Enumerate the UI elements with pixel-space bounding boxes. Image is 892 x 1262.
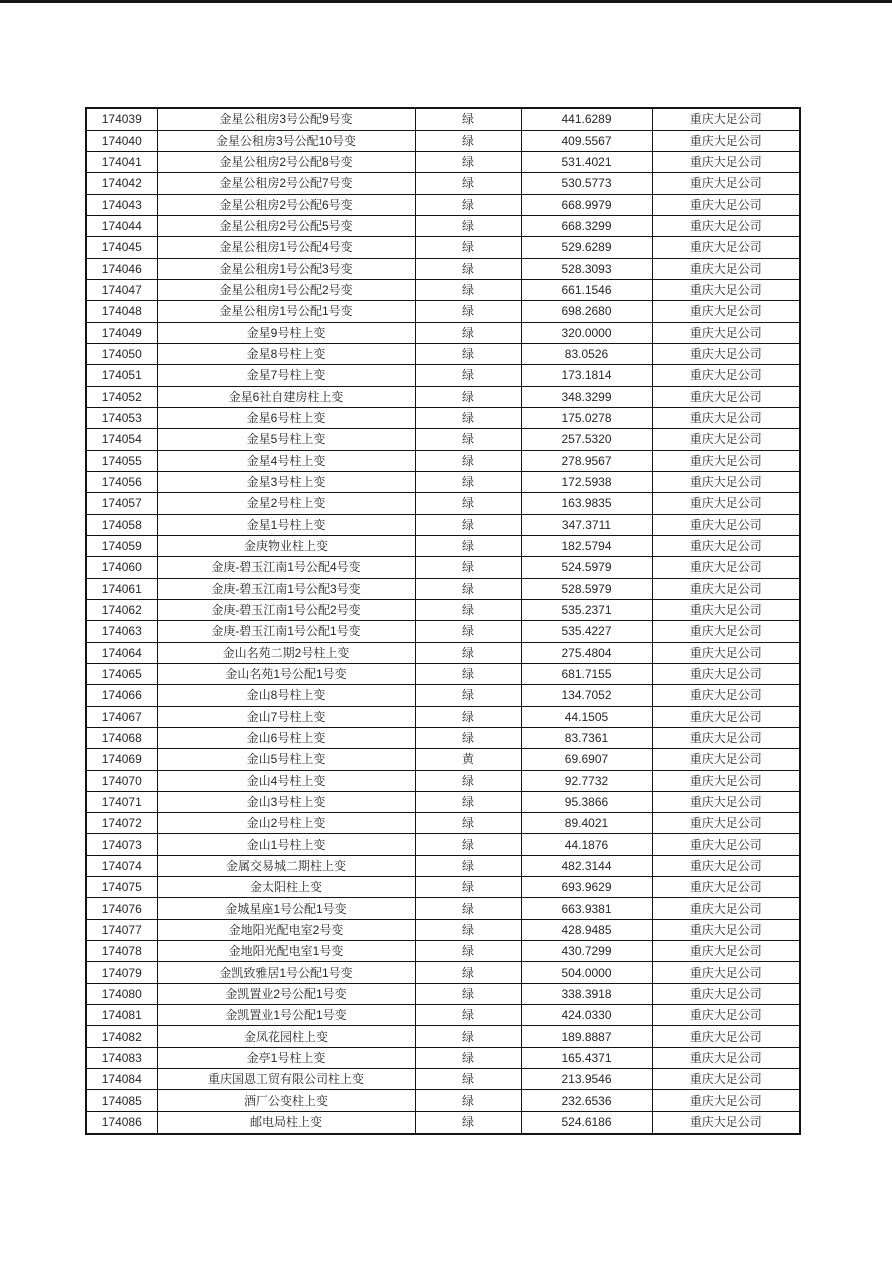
capacity-value-cell: 535.4227 xyxy=(521,621,652,642)
device-name-cell: 金星9号柱上变 xyxy=(157,322,415,343)
device-name-cell: 金星公租房2号公配6号变 xyxy=(157,194,415,215)
capacity-value-cell: 482.3144 xyxy=(521,855,652,876)
record-id-cell: 174053 xyxy=(86,407,157,428)
company-cell: 重庆大足公司 xyxy=(652,514,800,535)
table-row xyxy=(86,557,800,578)
status-color-cell: 绿 xyxy=(415,343,521,364)
table-row xyxy=(86,493,800,514)
capacity-value-cell: 338.3918 xyxy=(521,983,652,1004)
record-id-cell: 174075 xyxy=(86,877,157,898)
device-name-cell: 金星公租房1号公配1号变 xyxy=(157,301,415,322)
record-id-cell: 174077 xyxy=(86,919,157,940)
capacity-value-cell: 347.3711 xyxy=(521,514,652,535)
company-cell: 重庆大足公司 xyxy=(652,749,800,770)
table-row xyxy=(86,919,800,940)
status-color-cell: 绿 xyxy=(415,301,521,322)
table-row xyxy=(86,429,800,450)
record-id-cell: 174043 xyxy=(86,194,157,215)
status-color-cell: 绿 xyxy=(415,407,521,428)
table-row xyxy=(86,514,800,535)
company-cell: 重庆大足公司 xyxy=(652,706,800,727)
table-row xyxy=(86,407,800,428)
record-id-cell: 174086 xyxy=(86,1111,157,1134)
status-color-cell: 绿 xyxy=(415,685,521,706)
record-id-cell: 174074 xyxy=(86,855,157,876)
record-id-cell: 174047 xyxy=(86,279,157,300)
device-name-cell: 金星2号柱上变 xyxy=(157,493,415,514)
record-id-cell: 174071 xyxy=(86,791,157,812)
company-cell: 重庆大足公司 xyxy=(652,727,800,748)
table-row xyxy=(86,301,800,322)
transformer-records-table xyxy=(85,107,801,1135)
device-name-cell: 金星公租房1号公配2号变 xyxy=(157,279,415,300)
table-row xyxy=(86,1069,800,1090)
table-row xyxy=(86,642,800,663)
company-cell: 重庆大足公司 xyxy=(652,770,800,791)
table-row xyxy=(86,1026,800,1047)
status-color-cell: 绿 xyxy=(415,727,521,748)
status-color-cell: 绿 xyxy=(415,322,521,343)
table-row xyxy=(86,749,800,770)
capacity-value-cell: 424.0330 xyxy=(521,1005,652,1026)
record-id-cell: 174050 xyxy=(86,343,157,364)
capacity-value-cell: 44.1876 xyxy=(521,834,652,855)
table-row xyxy=(86,813,800,834)
capacity-value-cell: 134.7052 xyxy=(521,685,652,706)
record-id-cell: 174055 xyxy=(86,450,157,471)
record-id-cell: 174061 xyxy=(86,578,157,599)
company-cell: 重庆大足公司 xyxy=(652,663,800,684)
status-color-cell: 黄 xyxy=(415,749,521,770)
device-name-cell: 金山4号柱上变 xyxy=(157,770,415,791)
company-cell: 重庆大足公司 xyxy=(652,471,800,492)
company-cell: 重庆大足公司 xyxy=(652,1069,800,1090)
company-cell: 重庆大足公司 xyxy=(652,301,800,322)
device-name-cell: 金山3号柱上变 xyxy=(157,791,415,812)
status-color-cell: 绿 xyxy=(415,151,521,172)
capacity-value-cell: 698.2680 xyxy=(521,301,652,322)
device-name-cell: 金城星座1号公配1号变 xyxy=(157,898,415,919)
status-color-cell: 绿 xyxy=(415,1026,521,1047)
record-id-cell: 174054 xyxy=(86,429,157,450)
table-row xyxy=(86,706,800,727)
record-id-cell: 174052 xyxy=(86,386,157,407)
capacity-value-cell: 663.9381 xyxy=(521,898,652,919)
capacity-value-cell: 89.4021 xyxy=(521,813,652,834)
status-color-cell: 绿 xyxy=(415,450,521,471)
table-row xyxy=(86,727,800,748)
table-row xyxy=(86,215,800,236)
capacity-value-cell: 257.5320 xyxy=(521,429,652,450)
company-cell: 重庆大足公司 xyxy=(652,1090,800,1111)
capacity-value-cell: 668.9979 xyxy=(521,194,652,215)
record-id-cell: 174085 xyxy=(86,1090,157,1111)
record-id-cell: 174060 xyxy=(86,557,157,578)
capacity-value-cell: 83.0526 xyxy=(521,343,652,364)
table-row xyxy=(86,450,800,471)
capacity-value-cell: 528.3093 xyxy=(521,258,652,279)
table-row xyxy=(86,1111,800,1134)
device-name-cell: 金山7号柱上变 xyxy=(157,706,415,727)
record-id-cell: 174079 xyxy=(86,962,157,983)
capacity-value-cell: 232.6536 xyxy=(521,1090,652,1111)
status-color-cell: 绿 xyxy=(415,599,521,620)
capacity-value-cell: 681.7155 xyxy=(521,663,652,684)
company-cell: 重庆大足公司 xyxy=(652,685,800,706)
status-color-cell: 绿 xyxy=(415,578,521,599)
device-name-cell: 金山6号柱上变 xyxy=(157,727,415,748)
device-name-cell: 金庚-碧玉江南1号公配4号变 xyxy=(157,557,415,578)
record-id-cell: 174063 xyxy=(86,621,157,642)
device-name-cell: 金山5号柱上变 xyxy=(157,749,415,770)
device-name-cell: 金山名苑二期2号柱上变 xyxy=(157,642,415,663)
table-row xyxy=(86,471,800,492)
table-row xyxy=(86,535,800,556)
capacity-value-cell: 175.0278 xyxy=(521,407,652,428)
capacity-value-cell: 92.7732 xyxy=(521,770,652,791)
record-id-cell: 174056 xyxy=(86,471,157,492)
record-id-cell: 174072 xyxy=(86,813,157,834)
status-color-cell: 绿 xyxy=(415,1047,521,1068)
status-color-cell: 绿 xyxy=(415,770,521,791)
company-cell: 重庆大足公司 xyxy=(652,642,800,663)
device-name-cell: 金庚物业柱上变 xyxy=(157,535,415,556)
device-name-cell: 金星公租房3号公配10号变 xyxy=(157,130,415,151)
table-row xyxy=(86,151,800,172)
company-cell: 重庆大足公司 xyxy=(652,983,800,1004)
company-cell: 重庆大足公司 xyxy=(652,1111,800,1134)
record-id-cell: 174073 xyxy=(86,834,157,855)
company-cell: 重庆大足公司 xyxy=(652,1047,800,1068)
status-color-cell: 绿 xyxy=(415,855,521,876)
capacity-value-cell: 441.6289 xyxy=(521,108,652,130)
status-color-cell: 绿 xyxy=(415,493,521,514)
status-color-cell: 绿 xyxy=(415,279,521,300)
device-name-cell: 金星4号柱上变 xyxy=(157,450,415,471)
status-color-cell: 绿 xyxy=(415,386,521,407)
record-id-cell: 174062 xyxy=(86,599,157,620)
device-name-cell: 金庚-碧玉江南1号公配3号变 xyxy=(157,578,415,599)
company-cell: 重庆大足公司 xyxy=(652,173,800,194)
company-cell: 重庆大足公司 xyxy=(652,386,800,407)
company-cell: 重庆大足公司 xyxy=(652,1005,800,1026)
device-name-cell: 金星7号柱上变 xyxy=(157,365,415,386)
device-name-cell: 金属交易城二期柱上变 xyxy=(157,855,415,876)
company-cell: 重庆大足公司 xyxy=(652,258,800,279)
status-color-cell: 绿 xyxy=(415,258,521,279)
status-color-cell: 绿 xyxy=(415,898,521,919)
table-row xyxy=(86,663,800,684)
status-color-cell: 绿 xyxy=(415,557,521,578)
capacity-value-cell: 95.3866 xyxy=(521,791,652,812)
record-id-cell: 174039 xyxy=(86,108,157,130)
company-cell: 重庆大足公司 xyxy=(652,450,800,471)
capacity-value-cell: 163.9835 xyxy=(521,493,652,514)
capacity-value-cell: 189.8887 xyxy=(521,1026,652,1047)
record-id-cell: 174070 xyxy=(86,770,157,791)
record-id-cell: 174057 xyxy=(86,493,157,514)
table-row xyxy=(86,237,800,258)
capacity-value-cell: 44.1505 xyxy=(521,706,652,727)
status-color-cell: 绿 xyxy=(415,429,521,450)
status-color-cell: 绿 xyxy=(415,535,521,556)
device-name-cell: 金星公租房2号公配5号变 xyxy=(157,215,415,236)
capacity-value-cell: 409.5567 xyxy=(521,130,652,151)
record-id-cell: 174059 xyxy=(86,535,157,556)
table-row xyxy=(86,194,800,215)
company-cell: 重庆大足公司 xyxy=(652,599,800,620)
device-name-cell: 金山8号柱上变 xyxy=(157,685,415,706)
capacity-value-cell: 531.4021 xyxy=(521,151,652,172)
capacity-value-cell: 661.1546 xyxy=(521,279,652,300)
device-name-cell: 金星6号柱上变 xyxy=(157,407,415,428)
status-color-cell: 绿 xyxy=(415,215,521,236)
capacity-value-cell: 504.0000 xyxy=(521,962,652,983)
record-id-cell: 174067 xyxy=(86,706,157,727)
status-color-cell: 绿 xyxy=(415,621,521,642)
table-row xyxy=(86,621,800,642)
company-cell: 重庆大足公司 xyxy=(652,898,800,919)
company-cell: 重庆大足公司 xyxy=(652,791,800,812)
company-cell: 重庆大足公司 xyxy=(652,429,800,450)
table-row xyxy=(86,599,800,620)
company-cell: 重庆大足公司 xyxy=(652,493,800,514)
status-color-cell: 绿 xyxy=(415,834,521,855)
record-id-cell: 174066 xyxy=(86,685,157,706)
table-row xyxy=(86,343,800,364)
record-id-cell: 174046 xyxy=(86,258,157,279)
table-row xyxy=(86,578,800,599)
capacity-value-cell: 524.5979 xyxy=(521,557,652,578)
record-id-cell: 174065 xyxy=(86,663,157,684)
device-name-cell: 金凯置业2号公配1号变 xyxy=(157,983,415,1004)
table-row xyxy=(86,258,800,279)
company-cell: 重庆大足公司 xyxy=(652,855,800,876)
company-cell: 重庆大足公司 xyxy=(652,194,800,215)
capacity-value-cell: 348.3299 xyxy=(521,386,652,407)
status-color-cell: 绿 xyxy=(415,194,521,215)
status-color-cell: 绿 xyxy=(415,919,521,940)
record-id-cell: 174080 xyxy=(86,983,157,1004)
record-id-cell: 174058 xyxy=(86,514,157,535)
record-id-cell: 174040 xyxy=(86,130,157,151)
company-cell: 重庆大足公司 xyxy=(652,237,800,258)
record-id-cell: 174048 xyxy=(86,301,157,322)
company-cell: 重庆大足公司 xyxy=(652,834,800,855)
record-id-cell: 174064 xyxy=(86,642,157,663)
record-id-cell: 174076 xyxy=(86,898,157,919)
status-color-cell: 绿 xyxy=(415,1111,521,1134)
device-name-cell: 邮电局柱上变 xyxy=(157,1111,415,1134)
capacity-value-cell: 528.5979 xyxy=(521,578,652,599)
device-name-cell: 金地阳光配电室1号变 xyxy=(157,941,415,962)
table-row xyxy=(86,685,800,706)
company-cell: 重庆大足公司 xyxy=(652,962,800,983)
table-row xyxy=(86,1047,800,1068)
capacity-value-cell: 320.0000 xyxy=(521,322,652,343)
company-cell: 重庆大足公司 xyxy=(652,215,800,236)
capacity-value-cell: 275.4804 xyxy=(521,642,652,663)
company-cell: 重庆大足公司 xyxy=(652,813,800,834)
table-row xyxy=(86,855,800,876)
table-row xyxy=(86,791,800,812)
record-id-cell: 174084 xyxy=(86,1069,157,1090)
company-cell: 重庆大足公司 xyxy=(652,535,800,556)
record-id-cell: 174051 xyxy=(86,365,157,386)
company-cell: 重庆大足公司 xyxy=(652,108,800,130)
capacity-value-cell: 69.6907 xyxy=(521,749,652,770)
status-color-cell: 绿 xyxy=(415,471,521,492)
device-name-cell: 金山2号柱上变 xyxy=(157,813,415,834)
company-cell: 重庆大足公司 xyxy=(652,941,800,962)
device-name-cell: 金星公租房3号公配9号变 xyxy=(157,108,415,130)
table-row xyxy=(86,962,800,983)
device-name-cell: 金星公租房2号公配7号变 xyxy=(157,173,415,194)
capacity-value-cell: 428.9485 xyxy=(521,919,652,940)
table-row xyxy=(86,877,800,898)
table-row xyxy=(86,322,800,343)
table-row xyxy=(86,1005,800,1026)
company-cell: 重庆大足公司 xyxy=(652,343,800,364)
device-name-cell: 金星公租房1号公配3号变 xyxy=(157,258,415,279)
capacity-value-cell: 165.4371 xyxy=(521,1047,652,1068)
status-color-cell: 绿 xyxy=(415,514,521,535)
company-cell: 重庆大足公司 xyxy=(652,407,800,428)
status-color-cell: 绿 xyxy=(415,130,521,151)
record-id-cell: 174041 xyxy=(86,151,157,172)
table-row xyxy=(86,365,800,386)
device-name-cell: 金星3号柱上变 xyxy=(157,471,415,492)
company-cell: 重庆大足公司 xyxy=(652,151,800,172)
status-color-cell: 绿 xyxy=(415,1005,521,1026)
device-name-cell: 金凤花园柱上变 xyxy=(157,1026,415,1047)
status-color-cell: 绿 xyxy=(415,663,521,684)
status-color-cell: 绿 xyxy=(415,962,521,983)
record-id-cell: 174081 xyxy=(86,1005,157,1026)
status-color-cell: 绿 xyxy=(415,1069,521,1090)
company-cell: 重庆大足公司 xyxy=(652,365,800,386)
table-row xyxy=(86,279,800,300)
capacity-value-cell: 83.7361 xyxy=(521,727,652,748)
status-color-cell: 绿 xyxy=(415,941,521,962)
capacity-value-cell: 173.1814 xyxy=(521,365,652,386)
device-name-cell: 金地阳光配电室2号变 xyxy=(157,919,415,940)
capacity-value-cell: 524.6186 xyxy=(521,1111,652,1134)
capacity-value-cell: 278.9567 xyxy=(521,450,652,471)
capacity-value-cell: 182.5794 xyxy=(521,535,652,556)
capacity-value-cell: 693.9629 xyxy=(521,877,652,898)
status-color-cell: 绿 xyxy=(415,813,521,834)
capacity-value-cell: 172.5938 xyxy=(521,471,652,492)
table-row xyxy=(86,770,800,791)
page-top-edge-bar xyxy=(0,0,892,3)
status-color-cell: 绿 xyxy=(415,877,521,898)
record-id-cell: 174042 xyxy=(86,173,157,194)
status-color-cell: 绿 xyxy=(415,1090,521,1111)
device-name-cell: 金凯置业1号公配1号变 xyxy=(157,1005,415,1026)
company-cell: 重庆大足公司 xyxy=(652,877,800,898)
company-cell: 重庆大足公司 xyxy=(652,578,800,599)
device-name-cell: 金亭1号柱上变 xyxy=(157,1047,415,1068)
table-row xyxy=(86,983,800,1004)
device-name-cell: 酒厂公变柱上变 xyxy=(157,1090,415,1111)
status-color-cell: 绿 xyxy=(415,642,521,663)
capacity-value-cell: 213.9546 xyxy=(521,1069,652,1090)
device-name-cell: 金山名苑1号公配1号变 xyxy=(157,663,415,684)
table-row xyxy=(86,173,800,194)
device-name-cell: 金星公租房1号公配4号变 xyxy=(157,237,415,258)
device-name-cell: 金星1号柱上变 xyxy=(157,514,415,535)
device-name-cell: 金星6社自建房柱上变 xyxy=(157,386,415,407)
company-cell: 重庆大足公司 xyxy=(652,322,800,343)
status-color-cell: 绿 xyxy=(415,108,521,130)
table-row xyxy=(86,1090,800,1111)
table-row xyxy=(86,834,800,855)
record-id-cell: 174078 xyxy=(86,941,157,962)
company-cell: 重庆大足公司 xyxy=(652,130,800,151)
status-color-cell: 绿 xyxy=(415,706,521,727)
device-name-cell: 金星5号柱上变 xyxy=(157,429,415,450)
device-name-cell: 金庚-碧玉江南1号公配2号变 xyxy=(157,599,415,620)
table-row xyxy=(86,898,800,919)
company-cell: 重庆大足公司 xyxy=(652,621,800,642)
table-row xyxy=(86,386,800,407)
device-name-cell: 金山1号柱上变 xyxy=(157,834,415,855)
record-id-cell: 174049 xyxy=(86,322,157,343)
device-name-cell: 金太阳柱上变 xyxy=(157,877,415,898)
device-name-cell: 重庆国恩工贸有限公司柱上变 xyxy=(157,1069,415,1090)
company-cell: 重庆大足公司 xyxy=(652,919,800,940)
table-row xyxy=(86,108,800,130)
table-row xyxy=(86,941,800,962)
capacity-value-cell: 530.5773 xyxy=(521,173,652,194)
table-row xyxy=(86,130,800,151)
device-name-cell: 金星8号柱上变 xyxy=(157,343,415,364)
record-id-cell: 174045 xyxy=(86,237,157,258)
status-color-cell: 绿 xyxy=(415,237,521,258)
status-color-cell: 绿 xyxy=(415,173,521,194)
record-id-cell: 174082 xyxy=(86,1026,157,1047)
status-color-cell: 绿 xyxy=(415,983,521,1004)
capacity-value-cell: 430.7299 xyxy=(521,941,652,962)
capacity-value-cell: 529.6289 xyxy=(521,237,652,258)
device-name-cell: 金星公租房2号公配8号变 xyxy=(157,151,415,172)
table-body xyxy=(86,108,800,1134)
company-cell: 重庆大足公司 xyxy=(652,557,800,578)
device-name-cell: 金庚-碧玉江南1号公配1号变 xyxy=(157,621,415,642)
record-id-cell: 174083 xyxy=(86,1047,157,1068)
capacity-value-cell: 535.2371 xyxy=(521,599,652,620)
record-id-cell: 174069 xyxy=(86,749,157,770)
status-color-cell: 绿 xyxy=(415,791,521,812)
company-cell: 重庆大足公司 xyxy=(652,279,800,300)
record-id-cell: 174044 xyxy=(86,215,157,236)
device-name-cell: 金凯致雅居1号公配1号变 xyxy=(157,962,415,983)
capacity-value-cell: 668.3299 xyxy=(521,215,652,236)
record-id-cell: 174068 xyxy=(86,727,157,748)
status-color-cell: 绿 xyxy=(415,365,521,386)
company-cell: 重庆大足公司 xyxy=(652,1026,800,1047)
